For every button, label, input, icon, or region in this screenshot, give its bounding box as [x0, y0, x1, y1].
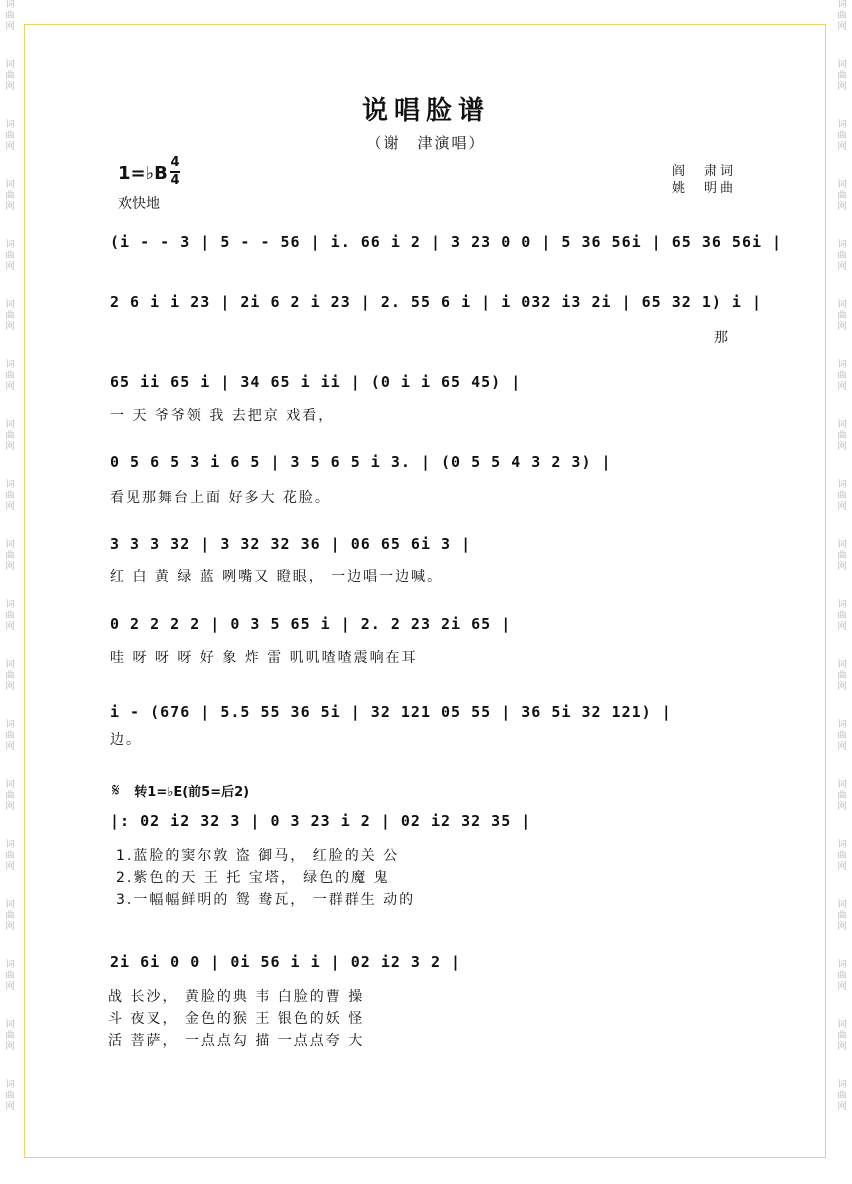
watermark-text: 词 曲 网	[5, 240, 15, 272]
score-system-4-lyrics: 看见那舞台上面 好多大 花脸。	[110, 490, 331, 506]
tempo-marking: 欢快地	[118, 196, 160, 212]
watermark-text: 词 曲 网	[837, 900, 847, 932]
credits	[672, 163, 736, 197]
score-system-8-lyrics-1: 1.蓝脸的窦尔敦 盗 御马， 红脸的关 公	[116, 848, 400, 864]
score-system-3-notes: 65 ii 65 i | 34 65 i ii | (0 i i 65 45) |	[110, 373, 522, 391]
score-system-9-lyrics-2: 斗 夜叉， 金色的猴 王 银色的妖 怪	[108, 1011, 365, 1027]
watermark-text: 词 曲 网	[837, 600, 847, 632]
watermark-text: 词 曲 网	[837, 1080, 847, 1112]
composer-credit: 姚 明曲	[672, 181, 737, 196]
score-system-5-lyrics: 红 白 黄 绿 蓝 咧嘴又 瞪眼， 一边唱一边喊。	[110, 569, 444, 585]
score-system-5-notes: 3 3 3 32 | 3 32 32 36 | 06 65 6i 3 |	[110, 535, 472, 553]
watermark-text: 词 曲 网	[837, 0, 847, 32]
lyricist-credit: 阎 肃词	[672, 164, 737, 179]
time-signature	[170, 156, 180, 188]
watermark-text: 词 曲 网	[837, 180, 847, 212]
watermark-text: 词 曲 网	[5, 960, 15, 992]
watermark-text: 词 曲 网	[837, 480, 847, 512]
watermark-text: 词 曲 网	[5, 840, 15, 872]
score-system-7-lyrics: 边。	[110, 732, 142, 748]
watermark-text: 词 曲 网	[837, 720, 847, 752]
song-title: 说唱脸谱	[361, 96, 490, 126]
segno-icon: 𝄋	[112, 780, 120, 801]
score-system-6-lyrics: 哇 呀 呀 呀 好 象 炸 雷 叽叽喳喳震响在耳	[110, 650, 418, 666]
watermark-text: 词 曲 网	[5, 660, 15, 692]
score-system-9-notes: 2i 6i 0 0 | 0i 56 i i | 02 i2 3 2 |	[110, 953, 462, 971]
score-system-1-notes: (i - - 3 | 5 - - 56 | i. 66 i 2 | 3 23 0 0 | 5 36 56i | 65 36 56i |	[110, 233, 783, 251]
score-system-2-lyrics: 那	[714, 330, 730, 346]
watermark-text: 词 曲 网	[5, 120, 15, 152]
watermark-text: 词 曲 网	[837, 960, 847, 992]
score-system-7-notes: i - (676 | 5.5 55 36 5i | 32 121 05 55 | 36 5i 32 121) |	[110, 703, 672, 721]
watermark-text: 词 曲 网	[5, 360, 15, 392]
watermark-text: 词 曲 网	[5, 60, 15, 92]
score-system-8-lyrics-3: 3.一幅幅鲜明的 鸳 鸯瓦， 一群群生 动的	[116, 892, 416, 908]
time-signature-top: 4	[170, 155, 180, 170]
modulation-text: 转1=♭E(前5=后2)	[134, 785, 250, 800]
watermark-text: 词 曲 网	[5, 180, 15, 212]
watermark-text: 词 曲 网	[837, 60, 847, 92]
watermark-text: 词 曲 网	[5, 1080, 15, 1112]
watermark-text: 词 曲 网	[5, 0, 15, 32]
watermark-text: 词 曲 网	[5, 900, 15, 932]
score-system-8-lyrics-2: 2.紫色的天 王 托 宝塔， 绿色的魔 鬼	[116, 870, 390, 886]
score-system-9-lyrics-1: 战 长沙， 黄脸的典 韦 白脸的曹 操	[108, 989, 365, 1005]
score-system-3-lyrics: 一 天 爷爷领 我 去把京 戏看，	[110, 408, 335, 424]
score-system-2-notes: 2 6 i i 23 | 2i 6 2 i 23 | 2. 55 6 i | i 032 i3 2i | 65 32 1) i |	[110, 293, 762, 311]
time-signature-bottom: 4	[170, 172, 180, 188]
watermark-text: 词 曲 网	[5, 480, 15, 512]
score-system-9-lyrics-3: 活 菩萨， 一点点勾 描 一点点夸 大	[108, 1033, 365, 1049]
watermark-text: 词 曲 网	[5, 300, 15, 332]
watermark-text: 词 曲 网	[837, 420, 847, 452]
right-watermark-strip	[832, 0, 852, 1184]
watermark-text: 词 曲 网	[837, 360, 847, 392]
watermark-text: 词 曲 网	[837, 840, 847, 872]
modulation-marking	[112, 780, 249, 801]
watermark-text: 词 曲 网	[837, 300, 847, 332]
watermark-text: 词 曲 网	[5, 540, 15, 572]
score-system-4-notes: 0 5 6 5 3 i 6 5 | 3 5 6 5 i 3. | (0 5 5 4 3 2 3) |	[110, 453, 612, 471]
key-signature: 1=♭B	[118, 163, 168, 184]
watermark-text: 词 曲 网	[837, 780, 847, 812]
watermark-text: 词 曲 网	[837, 120, 847, 152]
watermark-text: 词 曲 网	[5, 1020, 15, 1052]
score-system-6-notes: 0 2 2 2 2 | 0 3 5 65 i | 2. 2 23 2i 65 |	[110, 615, 512, 633]
watermark-text: 词 曲 网	[837, 1020, 847, 1052]
watermark-text: 词 曲 网	[837, 540, 847, 572]
watermark-text: 词 曲 网	[5, 420, 15, 452]
watermark-text: 词 曲 网	[5, 600, 15, 632]
watermark-text: 词 曲 网	[5, 720, 15, 752]
performer-subtitle: （谢 津演唱）	[366, 134, 486, 152]
watermark-text: 词 曲 网	[837, 240, 847, 272]
left-watermark-strip	[0, 0, 20, 1184]
score-system-8-notes: |: 02 i2 32 3 | 0 3 23 i 2 | 02 i2 32 35 |	[110, 812, 532, 830]
watermark-text: 词 曲 网	[5, 780, 15, 812]
watermark-text: 词 曲 网	[837, 660, 847, 692]
